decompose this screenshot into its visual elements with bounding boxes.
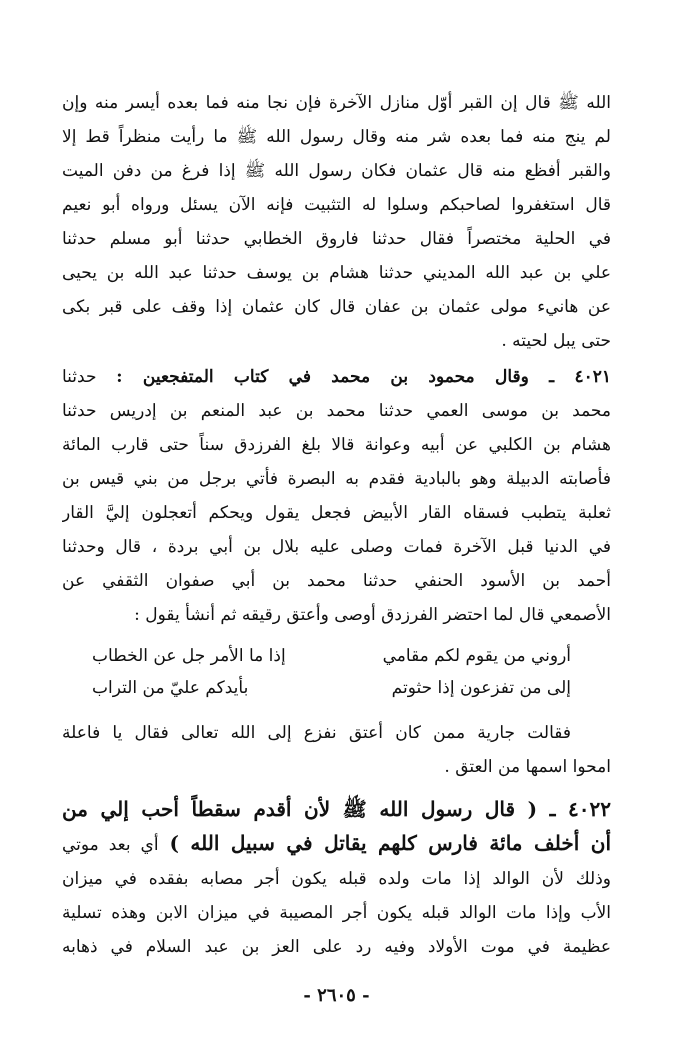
poem-hemistich-second: إذا ما الأمر جل عن الخطاب: [92, 646, 286, 666]
text-line: في الدنيا قبل الآخرة فمات وصلى عليه بلال بن أبي بردة ، قال وحدثنا: [62, 537, 611, 557]
text-line: في الحلية مختصراً فقال حدثنا فاروق الخطابي حدثنا أبو مسلم حدثنا: [62, 229, 611, 249]
paragraph-hadith-grave: [62, 86, 611, 358]
text-line: لم ينج منه فما بعده شر منه وقال رسول الله ﷺ ما رأيت منظراً قط إلا: [62, 127, 611, 147]
text-line: امحوا اسمها من العتق .: [444, 757, 611, 777]
text-line: وذلك لأن الوالد إذا مات ولده قبله يكون أجر مصابه بفقده في ميزان: [62, 869, 611, 889]
text-line: عظيمة في موت الأولاد وفيه رد على العز بن عبد السلام في ذهابه: [62, 937, 611, 957]
text-line: محمد بن موسى العمي حدثنا محمد بن عبد المنعم بن إدريس حدثنا: [62, 401, 611, 421]
poem-hemistich-first: أروني من يقوم لكم مقامي: [382, 646, 571, 666]
text-line: الأب وإذا مات الوالد قبله يكون أجر المصيبة في ميزان الابن وهذه تسلية: [62, 903, 611, 923]
text-line: فأصابته الدبيلة وهو بالبادية فقدم به البصرة فأتي برجل من بني قيس بن: [62, 469, 611, 489]
entry-4022-body: [62, 862, 611, 964]
poem-hemistich-first: إلى من تفزعون إذا حثوتم: [391, 678, 571, 698]
text-line: عن هانيء مولى عثمان بن عفان قال كان عثمان إذا وقف على قبر بكى: [62, 297, 611, 317]
entry-4022-heading-text: أن أخلف مائة فارس كلهم يقاتل في سبيل الله ): [169, 831, 611, 855]
text-line: هشام بن الكلبي عن أبيه وعوانة قالا بلغ الفرزدق سناً حتى قارب المائة: [62, 435, 611, 455]
text-line: فقالت جارية ممن كان أعتق نفزع إلى الله تعالى فقال يا فاعلة: [62, 723, 571, 743]
poem-verse: [62, 640, 611, 672]
text-line: والقبر أفظع منه قال عثمان فكان رسول الله ﷺ إذا فرغ من دفن الميت: [62, 161, 611, 181]
text-line: الله ﷺ قال إن القبر أوّل منازل الآخرة فإن نجا منه فما بعده أيسر منه وإن: [62, 93, 611, 113]
text-line: حدثنا: [62, 367, 97, 387]
poem-verse: [62, 672, 611, 704]
poem-hemistich-second: بأيدكم عليّ من التراب: [92, 678, 249, 698]
page-number: - ٢٦٠٥ -: [303, 985, 370, 1006]
poem: [62, 640, 611, 704]
entry-4021-continued: [62, 530, 611, 632]
entry-4022-heading: [62, 792, 611, 860]
entry-4022-heading-line: ٤٠٢٢ ـ ( قال رسول الله ﷺ لأن أقدم سقطاً أحب إلي من: [62, 797, 611, 821]
paragraph-after-poem: [62, 716, 611, 784]
text-line: أحمد بن الأسود الحنفي حدثنا محمد بن أبي صفوان الثقفي عن: [62, 571, 611, 591]
entry-4021-first-line: [62, 360, 611, 394]
entry-4022-heading-line-2: [62, 826, 611, 860]
text-line: حتى يبل لحيته .: [501, 331, 611, 351]
text-line: ثعلبة يتطبب فسقاه القار الأبيض فجعل يقول ويحكم أتعجلون إليَّ القار: [62, 503, 611, 523]
entry-4021-heading: ٤٠٢١ ـ وقال محمود بن محمد في كتاب المتفجعين :: [116, 367, 611, 387]
text-line: قال استغفروا لصاحبكم وسلوا له التثبيت فإنه الآن يسئل ورواه أبو نعيم: [62, 195, 611, 215]
entry-4021: [62, 360, 611, 530]
text-line: علي بن عبد الله المديني حدثنا هشام بن يوسف حدثنا عبد الله بن يحيى: [62, 263, 611, 283]
text-line: أي بعد موتي: [62, 835, 159, 855]
text-line: الأصمعي قال لما احتضر الفرزدق أوصى وأعتق رقيقه ثم أنشأ يقول :: [134, 605, 611, 625]
